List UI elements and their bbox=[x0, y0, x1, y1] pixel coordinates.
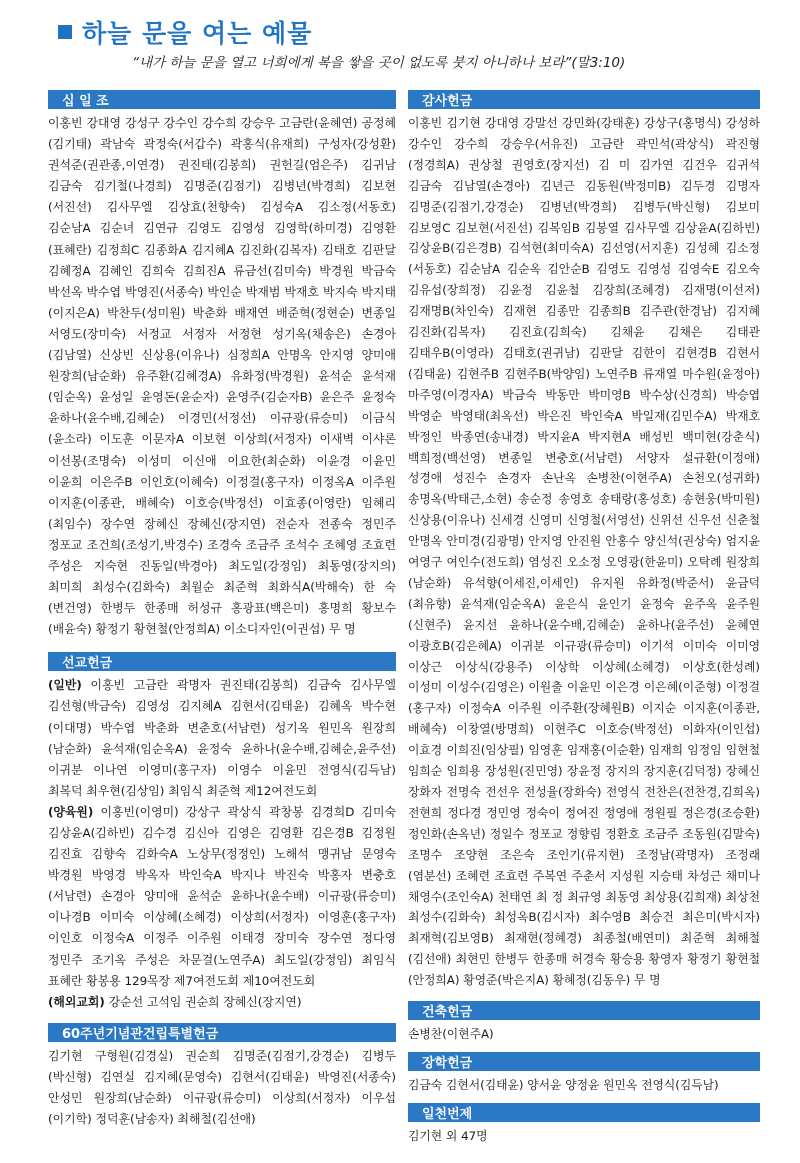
square-bullet-icon bbox=[58, 25, 72, 39]
left-column bbox=[48, 90, 396, 1137]
section-heading: 십 일 조 bbox=[48, 90, 396, 109]
section-heading: 60주년기념관건립특별헌금 bbox=[48, 1023, 396, 1042]
section-mission bbox=[48, 652, 396, 1013]
section-building bbox=[408, 1001, 760, 1045]
donor-group-general bbox=[48, 675, 396, 802]
category-label: (양육원) bbox=[48, 804, 94, 819]
category-label: (일반) bbox=[48, 678, 82, 693]
donor-names: 강순선 고석임 권순희 장혜신(장지연) bbox=[104, 994, 302, 1009]
page-title: 하늘 문을 여는 예물 bbox=[82, 19, 313, 48]
section-scholarship bbox=[408, 1052, 760, 1096]
donor-list: 김금숙 김현서(김태윤) 양서윤 양정윤 원민옥 전영식(김득남) bbox=[408, 1077, 719, 1092]
section-heading: 선교헌금 bbox=[48, 652, 396, 671]
donor-list: 김기현 구형원(김경실) 권순희 김명준(김점기,강경순) 김병두(박신형) 김연실 김지혜(문영숙) 김현서(김태윤) 박영진(서종숙) 안성민 원장희(남순화) 이규광(류승미) 이상희(서정자) 이우섭(이기학) 정덕훈(남송자) 최해철(김선애) bbox=[48, 1048, 396, 1127]
donor-list: 이홍빈 강대영 강성구 강수인 강수희 강승우 고금란(윤혜연) 공정혜(김기태) 곽남숙 곽정숙(서갑수) 곽홍식(유재희) 구성자(강성환) 권석준(권관종,이연경) 권진태(김봉희) 권헌길(엄은주) 김귀남 김금숙 김기철(나경희) 김명준(김점기) 김병년(박경희) 김보현(서진선) 김사무엘 김상효(천향숙) 김성숙A 김소정(서동호) 김순남A 김순녀 김연규 김영도 김영성 김영학(하미경) 김영환(표혜란) 김정희C 김종화A 김지혜A 김진화(김복자) 김태호 김판달 김혜정A 김혜인 김희숙 김희진A 류금선(김미숙) 박경원 박금숙 박선옥 박수엽 박영진(서종숙) 박인순 박재범 박재호 박지숙 박지태(이지은A) 박찬두(성미원) 박춘화 배재연 배준혁(정현순) 변종일 서영도(장미숙) 서정교 서정자 서정현 성기옥(채송은) 손경아(김남열) 신상빈 신상용(이유나) 심정희A 안명옥 안지영 양미애 원장희(남순화) 유주환(김혜경A) 유화정(박경원) 윤석순 윤석재(임순옥) 윤성일 윤영돈(윤순자) 윤영주(김순자B) 윤은주 윤정숙 윤하나(윤수배,김혜순) 이경민(서정선) 이규광(류승미) 이금식(윤소라) 이도훈 이문자A 이보현 이상희(서정자) 이새벽 이샤론 이선봉(조명숙) 이성미 이신애 이요한(최순화) 이윤경 이윤민 이윤희 이은주B 이인호(이혜숙) 이정걸(홍구자) 이정옥A 이주원 이지훈(이종관, 배혜숙) 이호승(박정선) 이효종(이영란) 임혜리(최임수) 장수연 장혜신 장혜신(장지연) 전순자 전종숙 정민주 정포교 조건희(조성기,박경수) 조경숙 조금주 조석수 조혜영 조효련 주성은 지숙현 진동일(박경아) 최도일(강정임) 최동영(장지의) 최미희 최성수(김화숙) 최월순 최준혁 최화식A(박해숙) 한 숙(변건영) 한병두 한종매 허성규 홍광표(백은미) 홍명희 황보수(배윤숙) 황정기 황현철(안정희A) 이소디자인(이권섭) 무 명 bbox=[48, 116, 396, 637]
donor-group-overseas bbox=[48, 992, 396, 1013]
donor-list bbox=[48, 675, 396, 1013]
section-heading: 감사헌금 bbox=[408, 90, 760, 109]
right-column bbox=[408, 90, 760, 1154]
donor-list: 김기현 외 47명 bbox=[408, 1128, 488, 1143]
page-header bbox=[52, 14, 770, 71]
donor-names: 이홍빈 고금란 곽명자 권진태(김봉희) 김금숙 김사무엘 김선형(박금숙) 김영성 김지혜A 김현서(김태윤) 김혜옥 박수현(이대명) 박수엽 박춘화 변춘호(서남련) 성기옥 원민옥 원장희(남순화) 윤석재(임순옥A) 윤정숙 윤하나(윤수배,김혜순,윤주선) 이귀분 이나연 이영미(홍구자) 이영수 이윤민 전영식(김득남) 최복덕 최우현(김상임) 최임식 최준혁 제12여전도회 bbox=[48, 678, 396, 798]
donor-list: 손병찬(이현주A) bbox=[408, 1027, 494, 1042]
bible-verse: “내가 하늘 문을 열고 너희에게 복을 쌓을 곳이 없도록 붓지 아니하나 보라”(말3:10) bbox=[132, 55, 626, 71]
section-thanks bbox=[408, 90, 760, 991]
section-heading: 장학헌금 bbox=[408, 1052, 760, 1071]
section-tithe bbox=[48, 90, 396, 640]
donor-list: 이홍빈 김기현 강대영 강말선 강민화(강태훈) 강상구(홍명식) 강성하 강수인 강수희 강승우(서유진) 고금란 곽민석(곽상식) 곽진형(정경희A) 권상철 권영호(장지선) 김 미 김가연 김건우 김귀석 김금숙 김남열(손경아) 김년근 김동원(박정미B) 김두경 김명자 김명준(김점기,강경순) 김병년(박경희) 김병두(박신형) 김보미 김보영C 김보현(서진선) 김복임B 김봉열 김사무엘 김상윤A(김하빈) 김상윤B(김은경B) 김석현(최미숙A) 김선영(서지훈) 김성혜 김소정(서동호) 김순남A 김순옥 김안순B 김영도 김영성 김영숙E 김오숙 김유섭(장희정) 김윤정 김윤철 김장희(조혜경) 김재명(이선저) 김재명B(차인숙) 김재현 김종만 김종희B 김주관(한경남) 김지혜 김진화(김복자) 김진효(김희숙) 김채윤 김채은 김태관 김태우B(이영라) 김태호(권귀남) 김판달 김한이 김현경B 김현서(김태윤) 김현주B 김현주B(박양임) 노연주B 류재열 마수원(윤정아) 마주영(이경자A) 박금숙 박동만 박미영B 박수상(신경희) 박승엽 박영순 박영태(최옥선) 박은진 박인숙A 박일재(김민수A) 박재호 박정인 박종연(송내경) 박지윤A 박지현A 배성빈 백미현(강춘식) 백희정(백선영) 변종일 변충호(서남련) 서양자 설규환(이정애) 성경애 성진수 손경자 손난옥 손병찬(이현주A) 손천오(성귀화) 송명옥(박태근,소현) 송순정 송영호 송태랑(홍성호) 송현웅(박미원) 신상용(이유나) 신세경 신영미 신영철(서영선) 신위선 신우선 신춘철 안명옥 안미경(김광명) 안지영 안진원 안홍수 양신석(권상숙) 엄지윤 여영구 여인수(전도희) 염성진 오소정 오영광(한윤미) 오탁례 원장희(남순화) 유석향(이세진,이세인) 유지원 유화정(박준서) 윤금덕(최유향) 윤석재(임순옥A) 윤은식 윤인기 윤정숙 윤주옥 윤주원(신현주) 윤지선 윤하나(윤수배,김혜순) 윤하나(윤주선) 윤혜연 이광호B(김은혜A) 이귀분 이규광(류승미) 이기석 이미숙 이미영 이상근 이상식(강용주) 이상학 이상혜(소혜경) 이상호(한성례) 이성미 이성수(김영은) 이원출 이윤민 이은경 이은혜(이준형) 이정걸(홍구자) 이정숙A 이주원 이주환(장혜원B) 이지순 이지훈(이종관, 배혜숙) 이창열(방명희) 이현주C 이호승(박정선) 이화자(이인섭) 이효경 이희진(임상필) 임영훈 임재홍(이순환) 임재희 임정임 임현철 임희순 임희용 장성원(진민영) 장윤정 장지의 장지훈(김덕정) 장혜신 장화자 전명숙 전선우 전성율(장화숙) 전영식 전찬은(전찬경,김희옥) 전현희 정다경 정민영 정숙이 정여진 정영애 정원필 정은경(조승환) 정인화(손옥년) 정일수 정포교 정향림 정환호 조금주 조동원(김말숙) 조명수 조양현 조은숙 조인기(류지현) 조정남(곽명자) 조정래(염분선) 조혜련 조효련 주복연 주춘서 지성원 지승태 차성근 채미나 채영수(조인숙A) 천태연 최 정 최규영 최동영 최상용(김희재) 최상천 최성수(김화숙) 최성옥B(김시자) 최수영B 최승건 최은미(박시자) 최재혁(김보영B) 최재현(정혜경) 최종철(배연미) 최준혁 최해철(김선애) 최현민 한병두 한종매 허경숙 황승용 황영자 황정기 황현철(안정희A) 황영준(박은지A) 황혜정(김동우) 무 명 bbox=[408, 116, 760, 988]
donor-group-nurture bbox=[48, 802, 396, 992]
category-label: (해외교회) bbox=[48, 994, 105, 1009]
section-heading: 일천번제 bbox=[408, 1103, 760, 1122]
section-heading: 건축헌금 bbox=[408, 1001, 760, 1020]
section-anniversary-building bbox=[48, 1023, 396, 1130]
section-ilcheon bbox=[408, 1103, 760, 1147]
title-row bbox=[52, 14, 770, 50]
donor-names: 이홍빈(이영미) 강상구 곽상식 곽창봉 김경희D 김미숙 김상윤A(김하빈) 김수경 김신아 김영은 김영환 김은경B 김정원 김진효 김향숙 김화숙A 노상무(정정인) 노해석 맹귀남 문영숙 박경원 박영경 박옥자 박인숙A 박지나 박진숙 박홍자 변충호(서남련) 손경아 양미애 윤석순 윤하나(윤수배) 이규광(류승미) 이나경B 이미숙 이상혜(소혜경) 이상희(서정자) 이영훈(홍구자) 이인호 이정숙A 이정주 이주원 이태경 장미숙 장수연 정다영 정민주 조기옥 주성은 차문걸(노연주A) 최도일(강정임) 최임식 표혜란 황봉용 129목장 제7여전도회 제10여전도회 bbox=[48, 804, 396, 988]
